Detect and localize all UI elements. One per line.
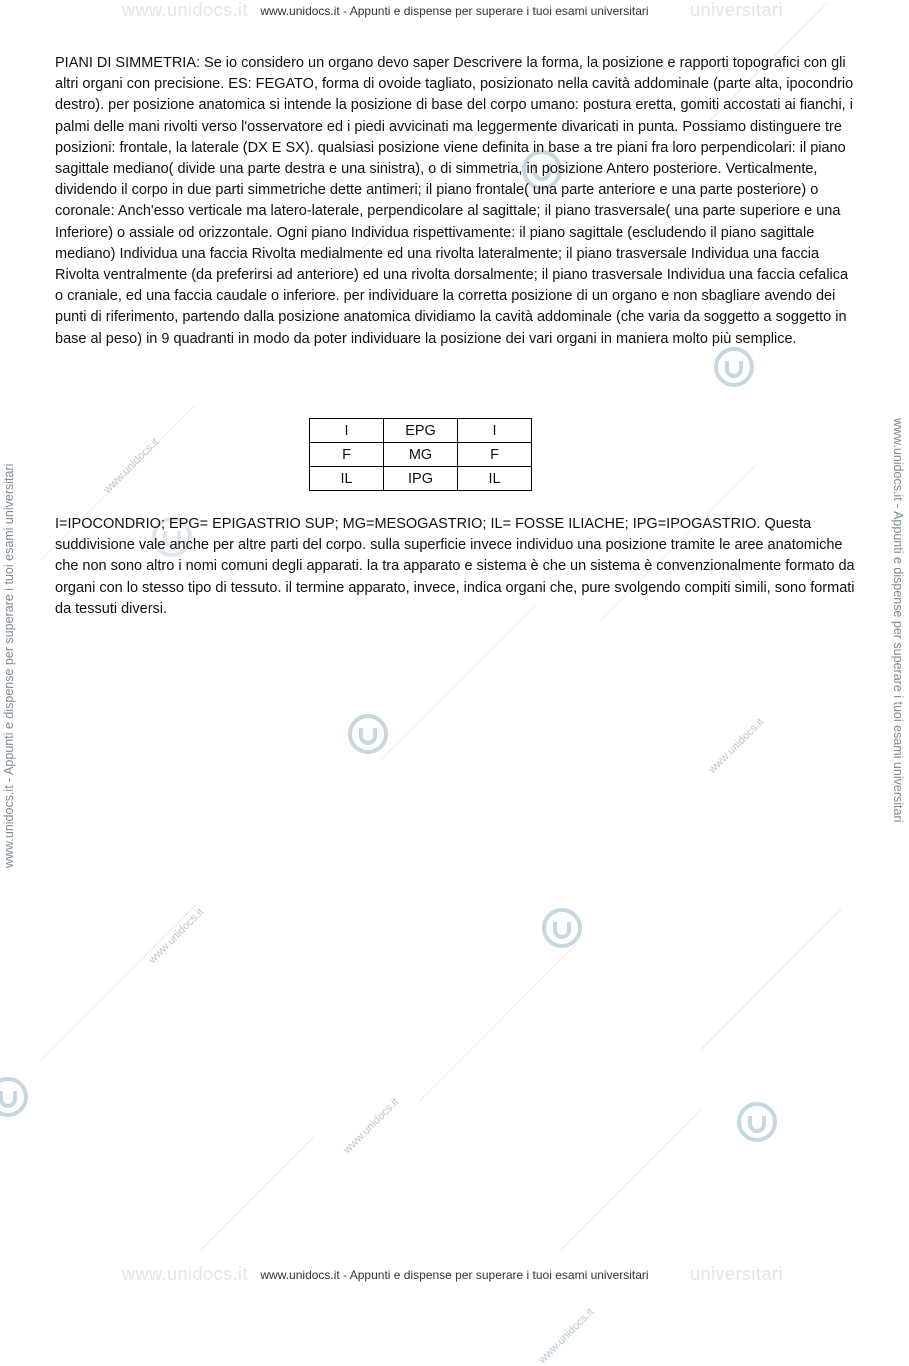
unidocs-logo-icon bbox=[735, 1100, 779, 1144]
ghost-header: universitari bbox=[690, 0, 784, 20]
ghost-footer: www.unidocs.it bbox=[122, 1264, 249, 1284]
side-watermark-right: www.unidocs.it - Appunti e dispense per superare i tuoi esami universitari bbox=[891, 418, 905, 823]
unidocs-logo-icon bbox=[712, 345, 756, 389]
table-row bbox=[310, 443, 532, 467]
watermark-site-text: www.unidocs.it bbox=[146, 906, 207, 966]
paragraph-text: PIANI DI SIMMETRIA: Se io considero un organo devo saper Descrivere la forma, la posizione e rapporti topografici con gli altri organi con precisione. ES: FEGATO, forma di ovoide tagliato, posizionato nella cavità addominale (parte alta, ipocondrio destro). per posizione anatomica si intende la posizione di base del corpo umano: postura eretta, gomiti accostati ai fianchi, i palmi delle mani rivolti verso l'osservatore ed i piedi avvicinati ma leggermente divaricati in punta. Possiamo distinguere tre posizioni: frontale, la laterale (DX E SX). qualsiasi posizione viene definita in base a tre piani fra loro perpendicolari: il piano sagittale mediano( divide una parte destra e una sinistra), o di simmetria, in posizione Antero posteriore. Verticalmente, dividendo il corpo in due parti simmetriche dette antimeri; il piano frontale( una parte anteriore e una parte posteriore) o coronale: Anch'esso verticale ma latero-laterale, perpendicolare al sagittale; il piano trasversale( una parte superiore e una Inferiore) o assiale od orizzontale. Ogni piano Individua rispettivamente: il piano sagittale (escludendo il piano sagittale mediano) Individua una faccia Rivolta medialmente ed una rivolta lateralmente; il piano trasversale Individua una faccia Rivolta ventralmente (da preferirsi ad anteriore) ed una rivolta dorsalmente; il piano trasversale Individua una faccia cefalica o craniale, ed una faccia caudale o inferiore. per individuare la corretta posizione di un organo e non sbagliare avendo dei punti di riferimento, partendo dalla posizione anatomica dividiamo la cavità addominale (che varia da soggetto a soggetto in base al peso) in 9 quadranti in modo da poter individuare la posizione dei vari organi in maniera molto più semplice. bbox=[55, 55, 854, 347]
page-header[interactable]: www.unidocs.it - Appunti e dispense per superare i tuoi esami universitari bbox=[260, 4, 649, 18]
table-cell: I bbox=[310, 419, 384, 443]
quadrant-table bbox=[309, 418, 532, 491]
unidocs-logo-icon bbox=[0, 1075, 30, 1119]
table-cell: F bbox=[458, 443, 532, 467]
table-cell: F bbox=[310, 443, 384, 467]
table-cell: I bbox=[458, 419, 532, 443]
table-cell: MG bbox=[384, 443, 458, 467]
table-row bbox=[310, 419, 532, 443]
table-cell: IL bbox=[310, 467, 384, 491]
ghost-header: www.unidocs.it bbox=[122, 0, 249, 20]
watermark-site-text: www.unidocs.it bbox=[101, 436, 162, 496]
unidocs-logo-icon bbox=[540, 906, 584, 950]
unidocs-logo-icon bbox=[346, 712, 390, 756]
page-footer[interactable]: www.unidocs.it - Appunti e dispense per superare i tuoi esami universitari bbox=[260, 1268, 649, 1282]
table-cell: EPG bbox=[384, 419, 458, 443]
body-paragraph-2 bbox=[55, 514, 855, 620]
watermark-site-text: www.unidocs.it bbox=[706, 716, 767, 776]
body-paragraph-1 bbox=[55, 53, 855, 350]
table-row bbox=[310, 467, 532, 491]
side-watermark-left: www.unidocs.it - Appunti e dispense per superare i tuoi esami universitari bbox=[2, 463, 16, 868]
watermark-site-text: www.unidocs.it bbox=[536, 1306, 597, 1366]
ghost-footer: universitari bbox=[690, 1264, 784, 1284]
watermark-site-text: www.unidocs.it bbox=[341, 1096, 402, 1156]
paragraph-text: I=IPOCONDRIO; EPG= EPIGASTRIO SUP; MG=MESOGASTRIO; IL= FOSSE ILIACHE; IPG=IPOGASTRIO. Questa suddivisione vale anche per altre parti del corpo. sulla superficie invece individuo una posizione tramite le aree anatomiche che non sono altro i nomi comuni degli apparati. la tra apparato e sistema è che un sistema è convenzionalmente formato da organi con lo stesso tipo di tessuto. il termine apparato, invece, indica organi che, pure svolgendo compiti simili, sono formati da tessuti diversi. bbox=[55, 516, 855, 617]
table-cell: IPG bbox=[384, 467, 458, 491]
table-cell: IL bbox=[458, 467, 532, 491]
